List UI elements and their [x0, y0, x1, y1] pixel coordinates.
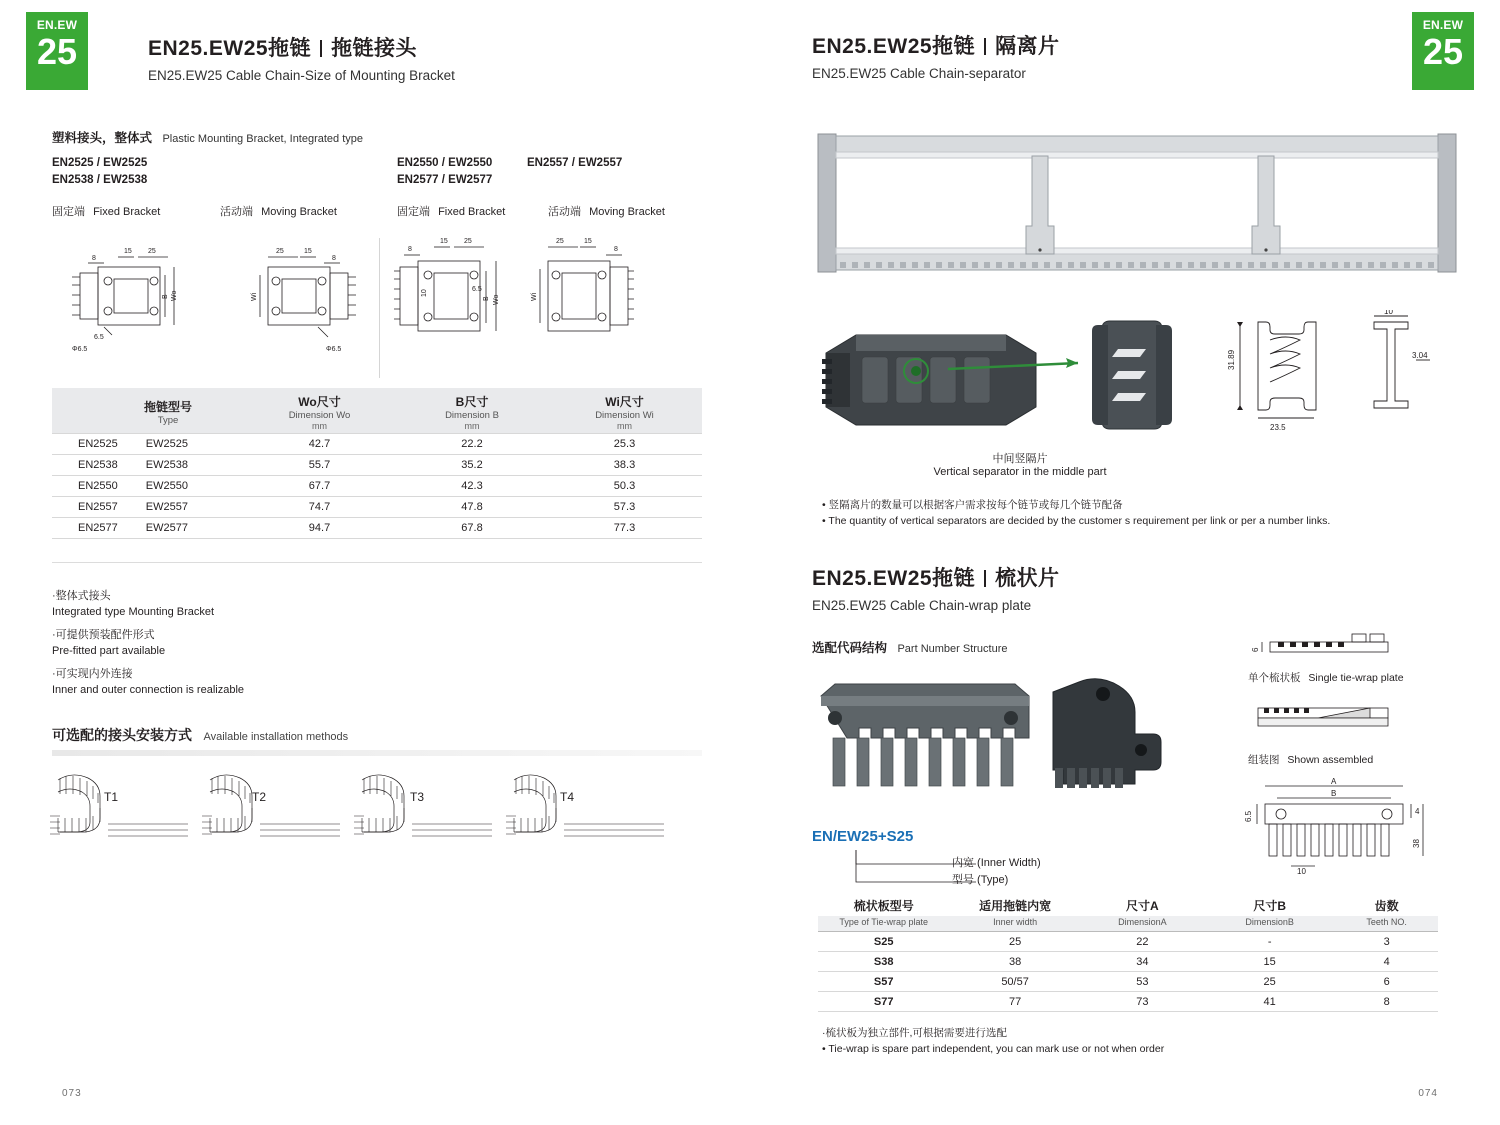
table-row: [52, 497, 702, 518]
label-fixed-1: [52, 203, 160, 219]
code-legend-type: 型号 (Type): [952, 874, 1009, 886]
assembled-en: Shown assembled: [1287, 754, 1374, 766]
svg-text:8: 8: [332, 255, 336, 262]
row2-b: 42.3: [397, 476, 547, 497]
single-plate-caption: [1248, 670, 1404, 685]
svg-text:10: 10: [1297, 867, 1306, 876]
tw-th-en-2: DimensionA: [1081, 916, 1204, 932]
table-row: [52, 476, 702, 497]
table-header-row: [52, 388, 702, 434]
th-en-3: Dimension Wi: [595, 410, 654, 421]
row3-wo: 74.7: [242, 497, 397, 518]
row3-type2: EW2557: [145, 501, 188, 513]
svg-text:8: 8: [408, 246, 412, 253]
separator-section-title: [812, 30, 1060, 81]
plastic-bracket-subhead: [52, 128, 363, 147]
section-rule-1: [52, 562, 702, 563]
svg-text:6: 6: [1251, 647, 1260, 652]
bullet-1-cn: ·可提供预装配件形式: [52, 629, 155, 641]
model-group-2: [397, 155, 492, 189]
th-mm-1: mm: [312, 421, 327, 431]
row0-wo: 42.7: [242, 434, 397, 455]
table-row: [818, 952, 1438, 972]
th-cn-3: Wi尺寸: [605, 395, 644, 409]
bullet-1: [52, 627, 452, 659]
tw-r0-a: 22: [1081, 932, 1204, 952]
table-row: [818, 992, 1438, 1012]
separator-photo: [820, 305, 1250, 435]
svg-text:15: 15: [584, 238, 592, 245]
label-moving-2: [548, 203, 665, 219]
th-cn-2: B尺寸: [455, 395, 489, 409]
part-number-code: EN/EW25+S25: [812, 828, 914, 845]
model-g1-1: EN2538 / EW2538: [52, 174, 148, 186]
tw-th-cn-4: 齿数: [1374, 899, 1399, 913]
bracket-drawings: [58, 235, 698, 380]
wrap-section-title: [812, 562, 1060, 613]
tw-th-cn-3: 尺寸B: [1253, 899, 1286, 913]
row3-b: 47.8: [397, 497, 547, 518]
svg-text:B: B: [162, 294, 169, 299]
wrap-title-en: EN25.EW25 Cable Chain-wrap plate: [812, 598, 1032, 613]
tab-right-line2: 25: [1422, 31, 1464, 72]
tab-left-line1: EN.EW: [36, 18, 78, 32]
th-cn-0: 拖链型号: [143, 400, 192, 414]
install-label-t2: T2: [252, 790, 267, 804]
svg-text:31.89: 31.89: [1227, 349, 1236, 370]
install-label-t4: T4: [560, 790, 575, 804]
tw-header-en: [818, 916, 1438, 932]
install-label-t1: T1: [104, 790, 119, 804]
model-group-3: [527, 155, 622, 172]
bullet-0-cn: ·整体式接头: [52, 590, 111, 602]
page-tab-left: [26, 12, 88, 90]
row2-wo: 67.7: [242, 476, 397, 497]
tw-th-en-4: Teeth NO.: [1335, 916, 1438, 932]
pns-en: Part Number Structure: [897, 643, 1008, 655]
th-mm-3: mm: [617, 421, 632, 431]
separator-section-drawing: [1218, 310, 1448, 430]
row0-type2: EW2525: [145, 438, 188, 450]
moving-cn-2: 活动端: [548, 206, 581, 218]
tw-th-cn-1: 适用拖链内宽: [979, 899, 1052, 913]
assembled-drawing: [1248, 700, 1418, 750]
tw-r3-b: 41: [1204, 992, 1335, 1012]
tw-r1-inner: 38: [949, 952, 1080, 972]
th-en-1: Dimension Wo: [288, 410, 351, 421]
tw-r3-a: 73: [1081, 992, 1204, 1012]
model-g2-1: EN2577 / EW2577: [397, 174, 493, 186]
bullet-0-en: Integrated type Mounting Bracket: [52, 606, 215, 618]
page-number-right: 074: [1418, 1088, 1438, 1099]
fixed-cn-2: 固定端: [397, 206, 430, 218]
tw-r1-b: 15: [1204, 952, 1335, 972]
moving-en-2: Moving Bracket: [589, 206, 665, 218]
label-fixed-2: [397, 203, 505, 219]
wrap-notes: [822, 1025, 1442, 1057]
row0-wi: 25.3: [547, 434, 702, 455]
fixed-en-2: Fixed Bracket: [438, 206, 506, 218]
row1-wi: 38.3: [547, 455, 702, 476]
table-row: [52, 518, 702, 539]
model-group-1: [52, 155, 147, 189]
wrap-title-bar: [984, 570, 986, 587]
svg-text:Φ6.5: Φ6.5: [326, 346, 342, 353]
sep-title-cn2: 隔离片: [995, 35, 1060, 58]
sep-title-bar: [984, 38, 986, 55]
row1-b: 35.2: [397, 455, 547, 476]
wrap-plate-photos: [805, 668, 1225, 808]
model-g2-0: EN2550 / EW2550: [397, 157, 493, 169]
single-plate-en: Single tie-wrap plate: [1308, 672, 1404, 684]
bullet-2: [52, 666, 452, 698]
tw-r2-teeth: 6: [1335, 972, 1438, 992]
sep-note-0: • 竖隔离片的数量可以根据客户需求按每个链节或每几个链节配备: [822, 499, 1123, 511]
row1-type1: EN2538: [78, 459, 118, 471]
svg-text:8: 8: [92, 255, 96, 262]
dimension-table: [52, 388, 702, 539]
left-title-en: EN25.EW25 Cable Chain-Size of Mounting Bracket: [148, 68, 455, 83]
subhead-cn: 塑料接头，整体式: [52, 131, 153, 145]
row4-type1: EN2577: [78, 522, 118, 534]
tw-r1-type: S38: [818, 952, 949, 972]
tw-th-cn-2: 尺寸A: [1126, 899, 1159, 913]
tab-left-line2: 25: [36, 31, 78, 72]
row4-b: 67.8: [397, 518, 547, 539]
bullet-2-en: Inner and outer connection is realizable: [52, 684, 245, 696]
svg-text:8: 8: [614, 246, 618, 253]
svg-text:Wi: Wi: [531, 292, 538, 301]
left-title-cn: EN25.EW25拖链: [148, 37, 312, 60]
code-legend-inner-width: 内宽 (Inner Width): [952, 857, 1041, 869]
sep-title-en: EN25.EW25 Cable Chain-separator: [812, 66, 1026, 81]
svg-text:15: 15: [440, 238, 448, 245]
tw-r0-b: -: [1204, 932, 1335, 952]
single-plate-cn: 单个梳状板: [1248, 672, 1301, 684]
wrap-note-1: • Tie-wrap is spare part independent, you can mark use or not when order: [822, 1043, 1165, 1055]
row2-wi: 50.3: [547, 476, 702, 497]
svg-text:25: 25: [464, 238, 472, 245]
tw-th-en-3: DimensionB: [1204, 916, 1335, 932]
fixed-en-1: Fixed Bracket: [93, 206, 161, 218]
svg-text:6.5: 6.5: [472, 286, 482, 293]
th-mm-2: mm: [464, 421, 480, 431]
feature-bullets: [52, 588, 452, 705]
tw-r2-a: 53: [1081, 972, 1204, 992]
label-moving-1: [220, 203, 337, 219]
table-row: [818, 972, 1438, 992]
install-underline: [52, 750, 702, 756]
row4-wo: 94.7: [242, 518, 397, 539]
tw-th-en-0: Type of Tie-wrap plate: [818, 916, 949, 932]
part-number-structure-heading: [812, 638, 1008, 657]
separator-caption: [905, 450, 1135, 478]
svg-text:Wo: Wo: [493, 294, 500, 305]
svg-text:3.04: 3.04: [1412, 351, 1428, 360]
svg-text:B: B: [483, 296, 490, 301]
tw-r0-teeth: 3: [1335, 932, 1438, 952]
moving-cn-1: 活动端: [220, 206, 253, 218]
tw-th-en-1: Inner width: [949, 916, 1080, 932]
wrap-title-cn: EN25.EW25拖链: [812, 567, 976, 590]
row4-wi: 77.3: [547, 518, 702, 539]
svg-text:23.5: 23.5: [1270, 423, 1286, 430]
tw-r0-inner: 25: [949, 932, 1080, 952]
th-en-0: Type: [157, 415, 179, 426]
title-separator-bar: [320, 40, 322, 57]
wrap-plate-dimension-drawing: [1235, 778, 1435, 888]
svg-text:15: 15: [304, 248, 312, 255]
tw-r3-type: S77: [818, 992, 949, 1012]
tw-header-cn: [818, 896, 1438, 916]
separator-notes: [822, 497, 1442, 529]
fixed-cn-1: 固定端: [52, 206, 85, 218]
svg-text:10: 10: [1384, 310, 1393, 316]
row0-type1: EN2525: [78, 438, 118, 450]
tw-r2-inner: 50/57: [949, 972, 1080, 992]
svg-text:10: 10: [421, 289, 428, 297]
tw-r3-teeth: 8: [1335, 992, 1438, 1012]
sep-caption-cn: 中间竖隔片: [992, 453, 1048, 465]
page-tab-right: [1412, 12, 1474, 90]
svg-text:A: A: [1331, 778, 1337, 786]
row3-type1: EN2557: [78, 501, 118, 513]
svg-text:6.5: 6.5: [1244, 810, 1253, 822]
svg-text:B: B: [1331, 789, 1337, 798]
left-title-cn2: 拖链接头: [331, 37, 418, 60]
pns-cn: 选配代码结构: [812, 641, 888, 655]
row3-wi: 57.3: [547, 497, 702, 518]
svg-text:6.5: 6.5: [94, 334, 104, 341]
tab-right-line1: EN.EW: [1422, 18, 1464, 32]
tw-th-cn-0: 梳状板型号: [853, 899, 914, 913]
svg-text:25: 25: [276, 248, 284, 255]
table-row: [52, 434, 702, 455]
tw-r2-b: 25: [1204, 972, 1335, 992]
svg-text:Wo: Wo: [171, 290, 178, 301]
row2-type1: EN2550: [78, 480, 118, 492]
bullet-2-cn: ·可实现内外连接: [52, 668, 133, 680]
assembled-cn: 组装图: [1248, 754, 1280, 766]
svg-text:Wi: Wi: [251, 292, 258, 301]
th-cn-1: Wo尺寸: [298, 395, 341, 409]
svg-text:38: 38: [1412, 839, 1421, 848]
wrap-title-cn2: 梳状片: [995, 567, 1060, 590]
model-g3-0: EN2557 / EW2557: [527, 157, 623, 169]
install-title-en: Available installation methods: [203, 731, 349, 743]
separator-chain-illustration: [810, 126, 1470, 281]
moving-en-1: Moving Bracket: [261, 206, 337, 218]
tw-r1-a: 34: [1081, 952, 1204, 972]
tw-r2-type: S57: [818, 972, 949, 992]
sep-caption-en: Vertical separator in the middle part: [933, 466, 1107, 478]
table-row: [818, 932, 1438, 952]
install-methods-heading: [52, 725, 348, 745]
sep-note-1: • The quantity of vertical separators are decided by the customer s requirement per link or per a number links.: [822, 515, 1331, 527]
page-number-left: 073: [62, 1088, 82, 1099]
tie-wrap-table: [818, 896, 1438, 1012]
model-g1-0: EN2525 / EW2525: [52, 157, 148, 169]
row1-wo: 55.7: [242, 455, 397, 476]
bullet-1-en: Pre-fitted part available: [52, 645, 166, 657]
svg-text:15: 15: [124, 248, 132, 255]
row2-type2: EW2550: [145, 480, 188, 492]
install-title-cn: 可选配的接头安装方式: [52, 727, 192, 743]
th-en-2: Dimension B: [445, 410, 499, 421]
sep-title-cn: EN25.EW25拖链: [812, 35, 976, 58]
svg-text:25: 25: [556, 238, 564, 245]
left-page-title: [148, 32, 455, 83]
table-row: [52, 455, 702, 476]
tw-r0-type: S25: [818, 932, 949, 952]
row4-type2: EW2577: [145, 522, 188, 534]
svg-text:Φ6.5: Φ6.5: [72, 346, 88, 353]
row1-type2: EW2538: [145, 459, 188, 471]
tw-r3-inner: 77: [949, 992, 1080, 1012]
assembled-caption: [1248, 752, 1373, 767]
svg-text:4: 4: [1415, 807, 1420, 816]
svg-text:25: 25: [148, 248, 156, 255]
install-label-t3: T3: [410, 790, 425, 804]
row0-b: 22.2: [397, 434, 547, 455]
tw-r1-teeth: 4: [1335, 952, 1438, 972]
subhead-en: Plastic Mounting Bracket, Integrated type: [162, 133, 364, 145]
wrap-note-0: ·梳状板为独立部件,可根据需要进行选配: [822, 1027, 1007, 1039]
bullet-0: [52, 588, 452, 620]
chain-install-figures: [48, 768, 708, 858]
